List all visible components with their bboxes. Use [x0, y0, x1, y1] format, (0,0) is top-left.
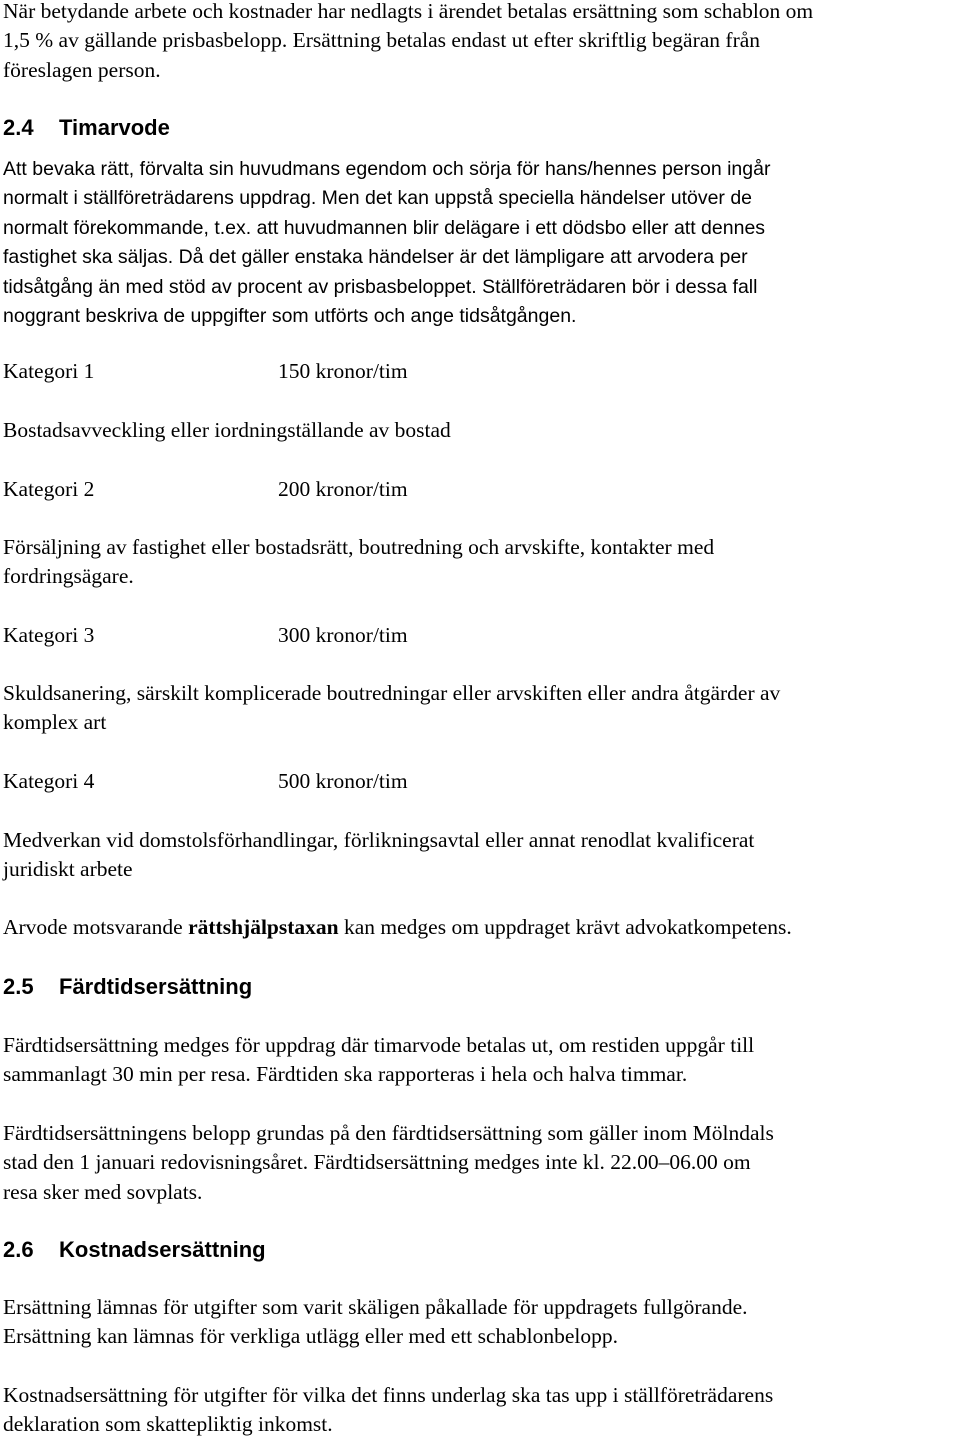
section-heading-2-4 — [3, 113, 170, 142]
text-line: Färdtidsersättning medges för uppdrag där timarvode betalas ut, om restiden uppgår till — [3, 1033, 755, 1057]
category-description-3 — [3, 679, 780, 738]
category-rate: 200 kronor/tim — [278, 477, 408, 501]
text-line: Att bevaka rätt, förvalta sin huvudmans egendom och sörja för hans/hennes person ingår — [3, 158, 771, 180]
text-segment: kan medges om uppdraget krävt advokatkompetens. — [338, 915, 792, 939]
section-heading-2-5 — [3, 972, 252, 1001]
fardtid-paragraph-2 — [3, 1119, 774, 1207]
text-line: sammanlagt 30 min per resa. Färdtiden ska rapporteras i hela och halva timmar. — [3, 1062, 688, 1087]
text-line: Kostnadsersättning för utgifter för vilka det finns underlag ska tas upp i ställföreträdarens — [3, 1383, 774, 1407]
text-line: noggrant beskriva de uppgifter som utförts och ange tidsåtgången. — [3, 305, 577, 328]
category-description-4 — [3, 826, 754, 885]
text-line: Bostadsavveckling eller iordningställande av bostad — [3, 418, 451, 442]
text-line: Färdtidsersättningens belopp grundas på den färdtidsersättning som gäller inom Mölndals — [3, 1121, 774, 1145]
category-description-1 — [3, 416, 451, 445]
category-label: Kategori 2 — [3, 477, 95, 501]
section-title: Färdtidsersättning — [59, 974, 253, 999]
kostnad-paragraph-2 — [3, 1381, 773, 1440]
text-line: fordringsägare. — [3, 564, 134, 589]
text-line: Ersättning lämnas för utgifter som varit skäligen påkallade för uppdragets fullgörande. — [3, 1295, 748, 1319]
section-number: 2.6 — [3, 1237, 34, 1262]
text-segment: Arvode motsvarande — [3, 915, 189, 939]
bold-term: rättshjälpstaxan — [188, 915, 339, 939]
text-line: Medverkan vid domstolsförhandlingar, förlikningsavtal eller annat renodlat kvalificerat — [3, 828, 755, 852]
category-rate: 300 kronor/tim — [278, 623, 408, 647]
category-label: Kategori 4 — [3, 769, 95, 793]
section-number: 2.4 — [3, 115, 34, 140]
category-rate: 150 kronor/tim — [278, 359, 408, 383]
category-label: Kategori 1 — [3, 359, 95, 383]
category-label: Kategori 3 — [3, 623, 95, 647]
fardtid-paragraph-1 — [3, 1031, 754, 1090]
text-line: Skuldsanering, särskilt komplicerade boutredningar eller arvskiften eller andra åtgärder av — [3, 681, 781, 705]
text-line: komplex art — [3, 710, 107, 735]
text-line: juridiskt arbete — [3, 857, 133, 882]
intro-paragraph — [3, 0, 813, 85]
section-heading-2-6 — [3, 1235, 266, 1264]
text-line: tidsåtgång än med stöd av procent av prisbasbeloppet. Ställföreträdaren bör i dessa fall — [3, 275, 758, 298]
section-title: Timarvode — [59, 115, 170, 140]
advokat-paragraph — [3, 913, 792, 942]
category-rate: 500 kronor/tim — [278, 769, 408, 793]
text-line: Försäljning av fastighet eller bostadsrätt, boutredning och arvskifte, kontakter med — [3, 535, 715, 559]
text-line: Ersättning kan lämnas för verkliga utlägg eller med ett schablonbelopp. — [3, 1324, 618, 1349]
text-line: resa sker med sovplats. — [3, 1179, 203, 1204]
text-line: stad den 1 januari redovisningsåret. Färdtidsersättning medges inte kl. 22.00–06.00 om — [3, 1150, 751, 1175]
text-line: normalt förekommande, t.ex. att huvudmannen blir delägare i ett dödsbo eller att dennes — [3, 216, 766, 239]
text-line: 1,5 % av gällande prisbasbelopp. Ersättning betalas endast ut efter skriftlig begäran från — [3, 28, 761, 53]
text-line: föreslagen person. — [3, 57, 161, 82]
category-description-2 — [3, 533, 714, 592]
kostnad-paragraph-1 — [3, 1293, 748, 1352]
text-line: fastighet ska säljas. Då det gäller enstaka händelser är det lämpligare att arvodera per — [3, 246, 748, 269]
text-line: normalt i ställföreträdarens uppdrag. Men det kan uppstå speciella händelser utöver de — [3, 187, 753, 210]
text-line: deklaration som skattepliktig inkomst. — [3, 1412, 333, 1437]
text-line: När betydande arbete och kostnader har nedlagts i ärendet betalas ersättning som schablon om — [3, 0, 814, 23]
timarvode-paragraph — [3, 155, 770, 331]
section-title: Kostnadsersättning — [59, 1237, 266, 1262]
section-number: 2.5 — [3, 974, 34, 999]
